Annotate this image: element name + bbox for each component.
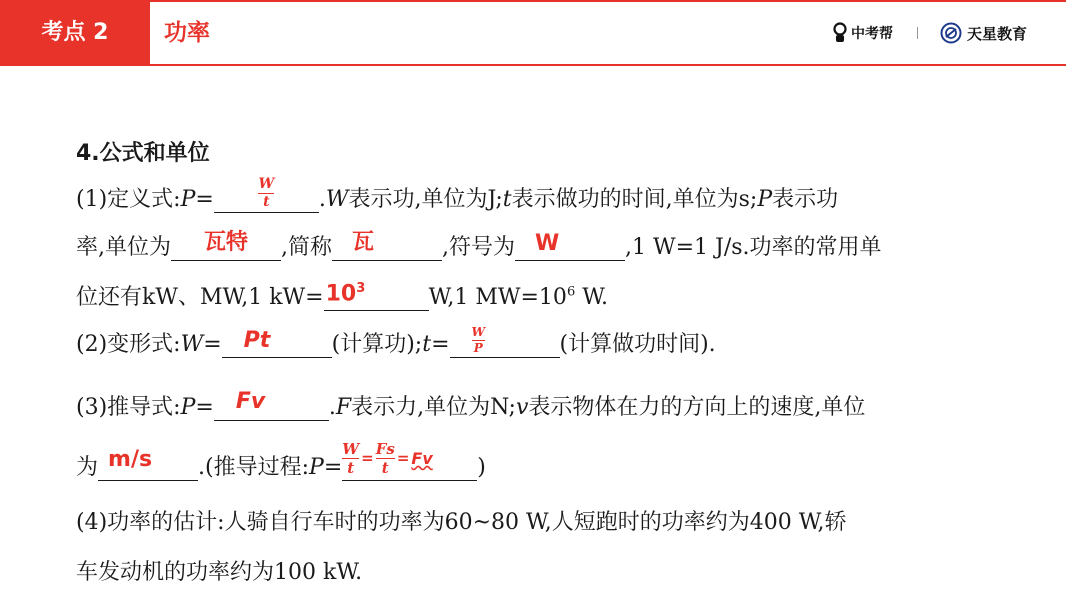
text: 表示功 (772, 187, 839, 212)
answer-blank-work (222, 328, 332, 358)
text: 表示物体在力的方向上的速度,单位 (528, 395, 866, 420)
answer (324, 281, 429, 306)
answer-exponent: 3 (356, 280, 366, 296)
text: 表示功,单位为J; (348, 187, 503, 212)
answer-blank-time (450, 324, 560, 358)
text: = (195, 395, 214, 420)
equals: = (396, 449, 410, 468)
exponent: 6 (566, 284, 576, 300)
section-badge: 考点 2 (0, 0, 150, 66)
answer-blank-symbol (515, 231, 625, 261)
denominator: t (381, 459, 389, 477)
text: ,1 W=1 J/s.功率的常用单 (625, 235, 882, 260)
answer-fraction (450, 317, 560, 356)
symbol: P (757, 187, 773, 212)
paragraph-line-4 (76, 324, 716, 358)
symbol: W (325, 187, 349, 212)
section-heading (76, 136, 210, 167)
symbol: P (309, 455, 324, 480)
answer-base: 10 (325, 281, 357, 306)
answer-blank-definition (214, 175, 319, 213)
text: ,符号为 (442, 235, 515, 260)
text: W,1 MW=10 (428, 285, 567, 310)
numerator: W (342, 439, 360, 458)
symbol: F (335, 395, 352, 420)
text: (2)变形式: (76, 332, 181, 357)
text: ,简称 (281, 235, 332, 260)
logo-left-text: 中考帮 (851, 26, 893, 42)
header-top-line (150, 0, 1066, 2)
text: 车发动机的功率约为100 kW. (76, 560, 363, 585)
symbol: t (422, 332, 432, 357)
text: 为 (76, 455, 99, 480)
text: ) (477, 455, 486, 480)
answer-blank-speed-unit (98, 447, 198, 481)
answer-blank-derivation (342, 439, 477, 481)
result: Fv (411, 448, 433, 468)
text: (4)功率的估计:人骑自行车时的功率为60~80 W,人短跑时的功率约为400 W,轿 (76, 510, 847, 535)
answer: 瓦特 (203, 230, 248, 255)
answer: Fv (235, 389, 266, 414)
text: . (318, 187, 326, 212)
text: (1)定义式: (76, 187, 181, 212)
paragraph-line-6 (76, 439, 486, 481)
heading-text: 4.公式和单位 (76, 141, 210, 166)
symbol: v (515, 395, 529, 420)
text: 表示力,单位为N; (351, 395, 516, 420)
symbol: P (180, 395, 196, 420)
text: (计算功); (331, 332, 423, 357)
answer: W (535, 231, 560, 256)
bulb-icon (833, 22, 847, 44)
paragraph-line-3 (76, 280, 608, 311)
answer-blank-kw (324, 280, 429, 311)
paragraph-line-7 (76, 505, 847, 536)
symbol: P= (180, 187, 214, 212)
text: 表示做功的时间,单位为s; (511, 187, 758, 212)
answer-blank-unit (171, 230, 281, 261)
text: W. (575, 285, 608, 310)
tianxing-logo (940, 20, 1027, 46)
tianxing-emblem-icon (940, 22, 962, 44)
answer: Pt (243, 328, 271, 353)
equals: = (361, 449, 374, 468)
header-bottom-line (150, 64, 1066, 66)
numerator: W (258, 175, 275, 192)
numerator: Fs (375, 439, 395, 458)
answer: 瓦 (352, 230, 375, 255)
text: = (323, 455, 343, 480)
symbol: t (502, 187, 512, 212)
denominator: t (263, 194, 270, 210)
text: 率,单位为 (76, 235, 171, 260)
answer-derivation (342, 441, 477, 477)
paragraph-line-2 (76, 230, 882, 261)
answer-blank-short (332, 230, 442, 261)
text: (计算做功时间). (559, 332, 716, 357)
paragraph-line-1 (76, 175, 839, 213)
paragraph-line-8 (76, 555, 362, 586)
answer-blank-derived (214, 389, 329, 421)
answer: m/s (108, 447, 153, 472)
answer-fraction (214, 169, 319, 211)
paragraph-line-5 (76, 390, 865, 421)
denominator: P (473, 341, 483, 355)
text: .(推导过程: (198, 455, 310, 480)
logo-divider (917, 27, 918, 39)
denominator: t (347, 459, 355, 477)
text: (3)推导式: (76, 395, 181, 420)
zhongkaobang-logo (833, 20, 893, 46)
header-bar (0, 0, 1066, 66)
text: 位还有kW、MW,1 kW= (76, 285, 324, 310)
text: . (328, 395, 336, 420)
text: = (431, 332, 450, 357)
logo-right-text: 天星教育 (967, 24, 1028, 43)
text: = (203, 332, 222, 357)
topic-title: 功率 (164, 20, 210, 46)
symbol: W (180, 332, 204, 357)
numerator: W (471, 324, 485, 339)
